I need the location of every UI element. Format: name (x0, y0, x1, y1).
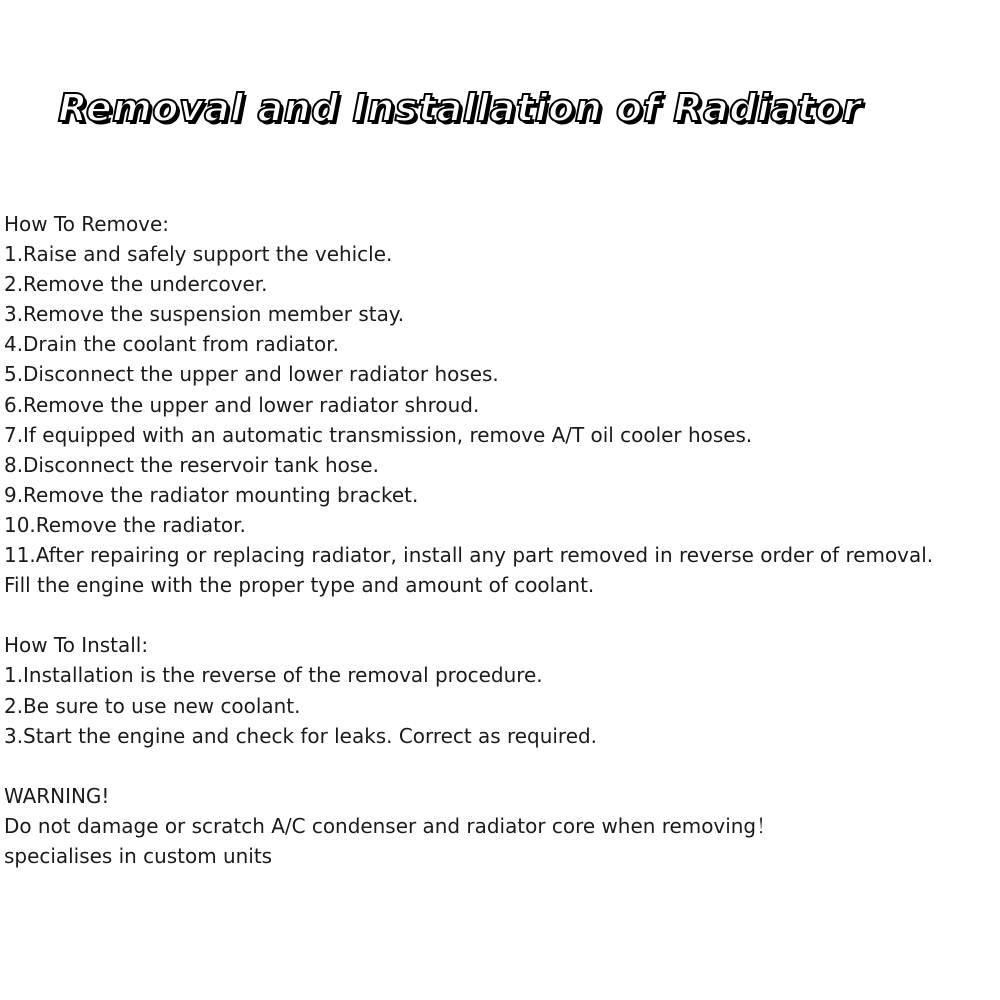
removal-step: 3.Remove the suspension member stay. (4, 302, 405, 327)
removal-step: Fill the engine with the proper type and amount of coolant. (4, 573, 595, 598)
removal-step: 7.If equipped with an automatic transmission, remove A/T oil cooler hoses. (4, 422, 753, 447)
section-spacer (4, 751, 1000, 781)
document-body (4, 209, 1000, 871)
warning-section (4, 781, 1000, 871)
removal-section (4, 209, 1000, 600)
section-spacer (4, 600, 1000, 630)
installation-step: 1.Installation is the reverse of the removal procedure. (4, 663, 543, 688)
removal-step: 9.Remove the radiator mounting bracket. (4, 482, 419, 507)
removal-step: 10.Remove the radiator. (4, 512, 246, 537)
warning-heading: WARNING! (4, 783, 110, 808)
removal-step: 4.Drain the coolant from radiator. (4, 332, 339, 357)
removal-step: 2.Remove the undercover. (4, 272, 268, 297)
warning-note: specialises in custom units (4, 843, 273, 868)
removal-step: 1.Raise and safely support the vehicle. (4, 242, 393, 267)
removal-step: 11.After repairing or replacing radiator, install any part removed in reverse order of removal. (4, 543, 934, 568)
warning-text: Do not damage or scratch A/C condenser and radiator core when removing！ (4, 813, 777, 838)
removal-step: 6.Remove the upper and lower radiator shroud. (4, 392, 480, 417)
installation-step: 3.Start the engine and check for leaks. Correct as required. (4, 723, 597, 748)
removal-heading: How To Remove: (4, 212, 169, 236)
removal-step: 5.Disconnect the upper and lower radiator hoses. (4, 362, 499, 387)
page-title: Removal and Installation of Radiator (58, 86, 862, 130)
installation-step: 2.Be sure to use new coolant. (4, 693, 301, 718)
installation-section (4, 630, 1000, 750)
installation-heading: How To Install: (4, 633, 149, 658)
removal-step: 8.Disconnect the reservoir tank hose. (4, 452, 379, 477)
